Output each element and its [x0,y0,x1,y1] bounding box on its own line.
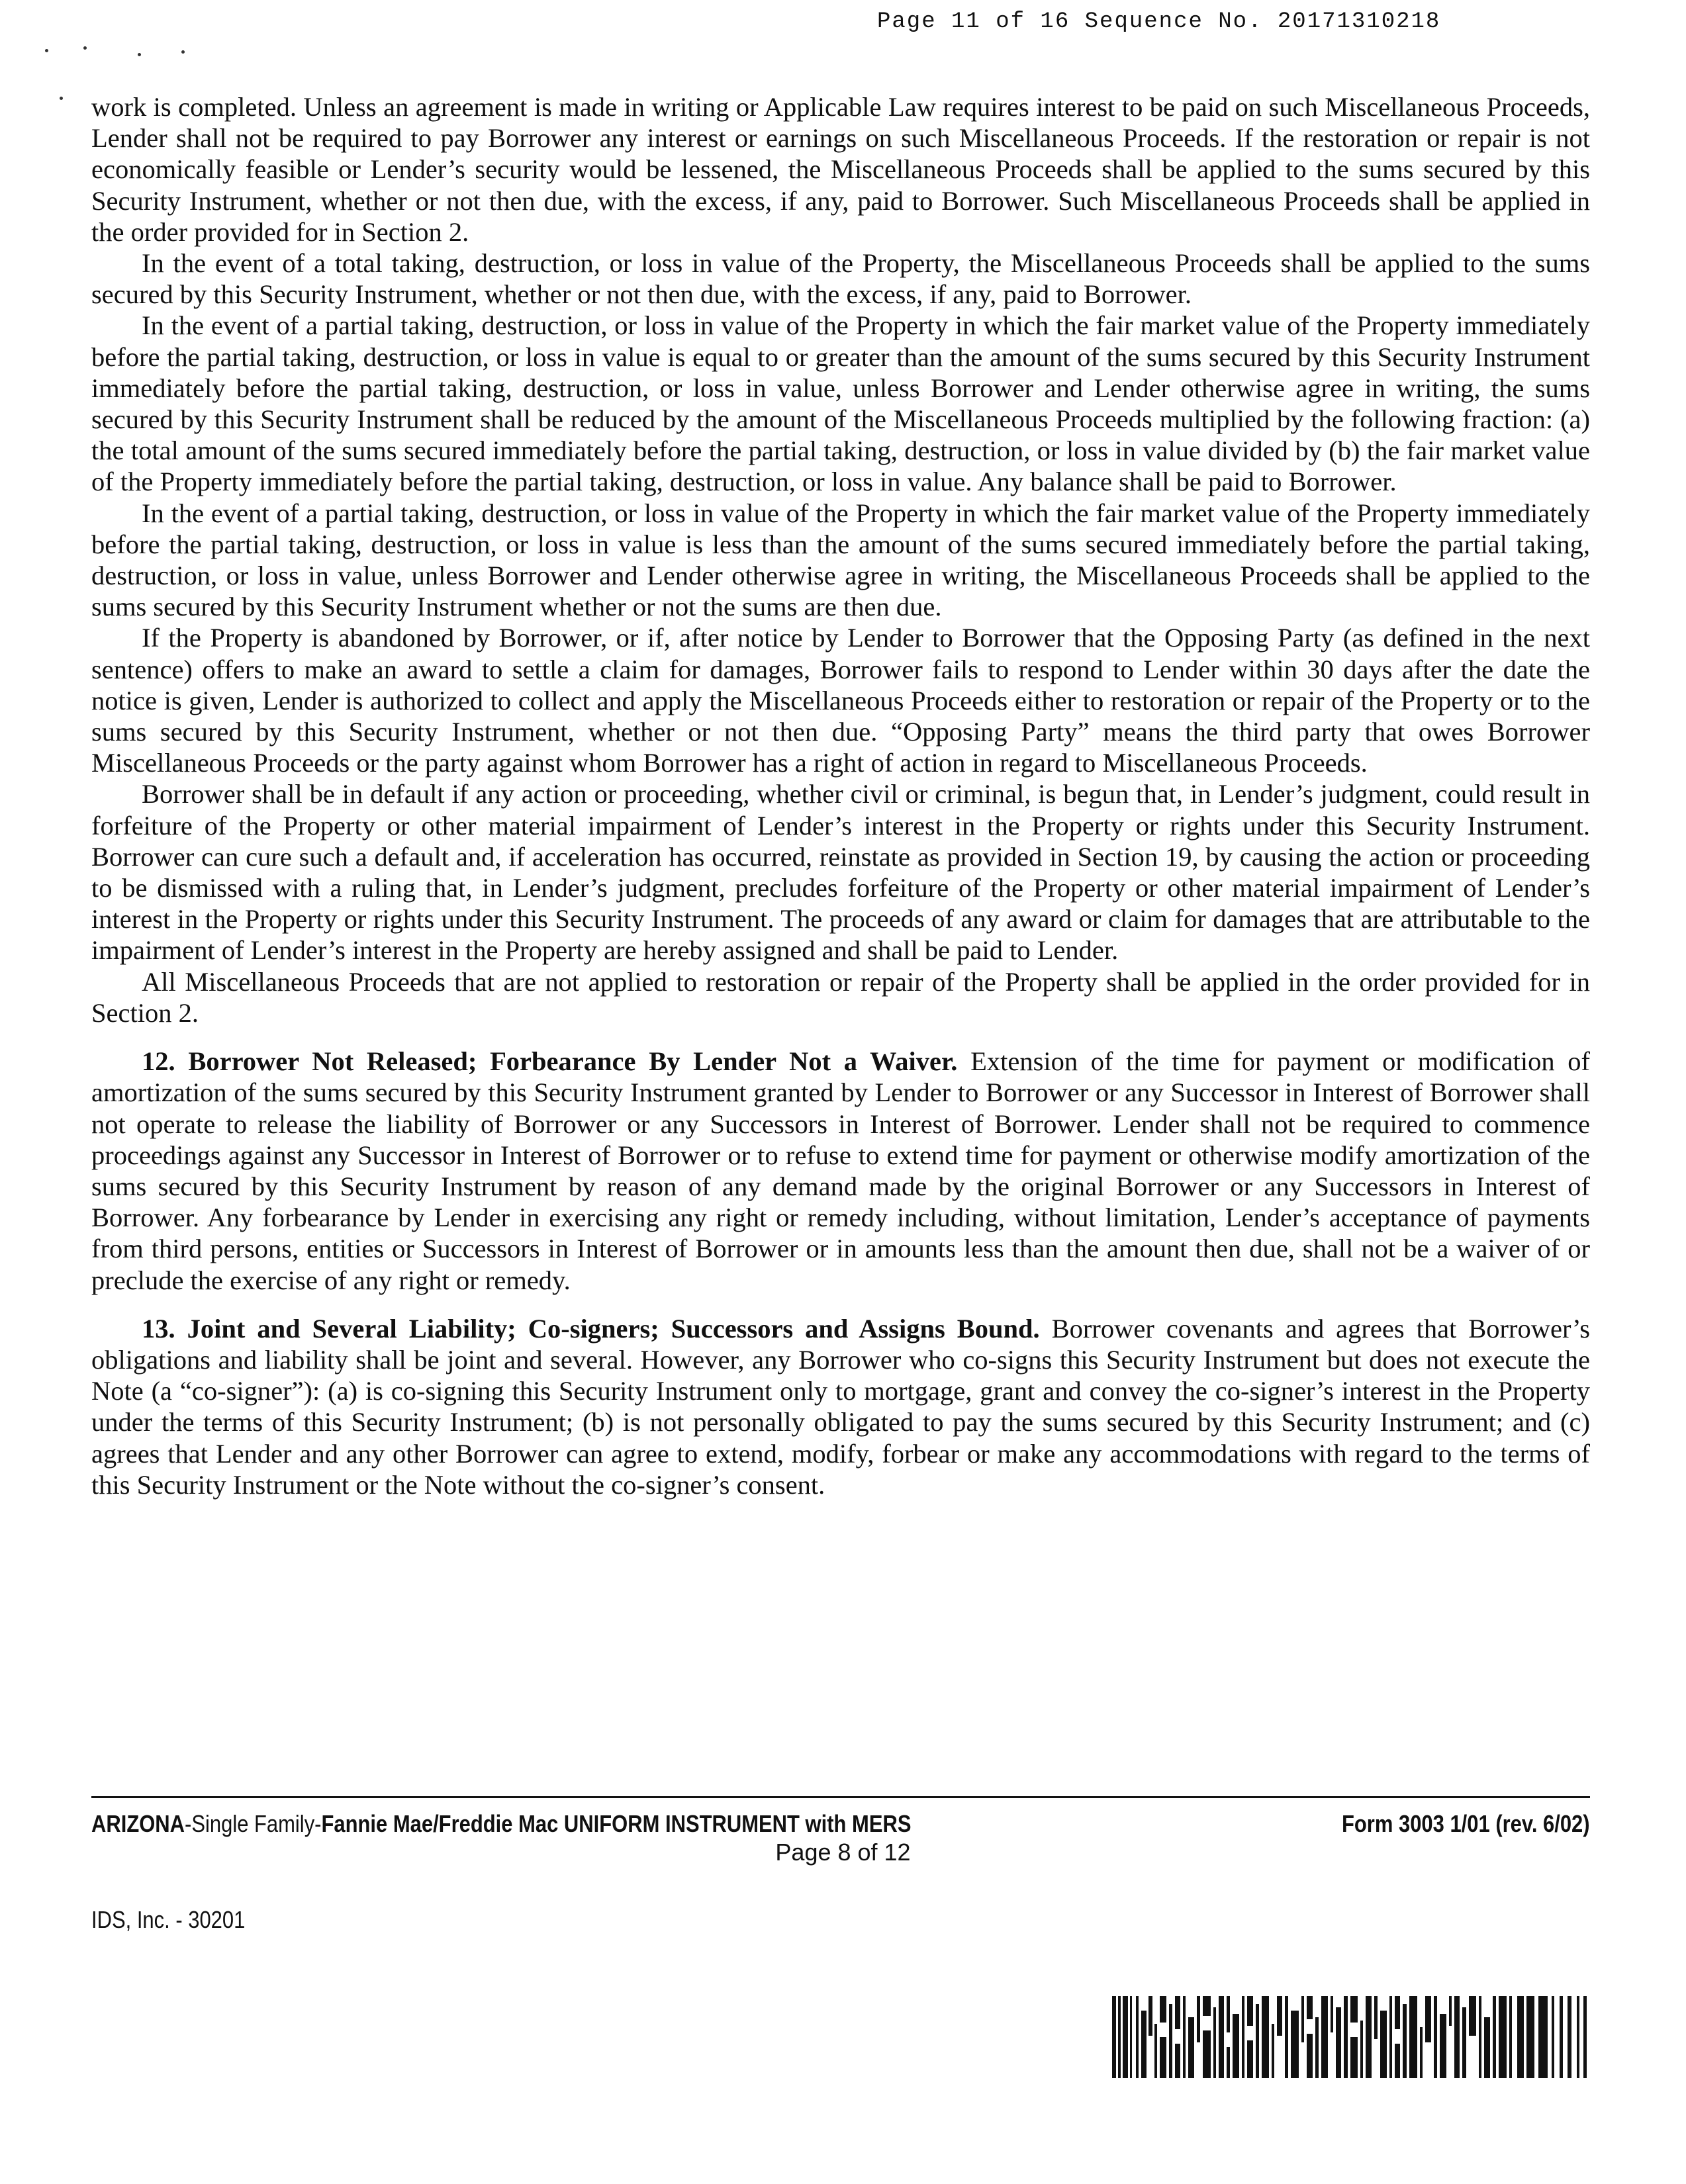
paragraph-total-taking: In the event of a total taking, destruction, or loss in value of the Property, the Miscellaneous Proceeds shall be applied to the sums secured by this Security Instrument, whether or not then due, with the excess, if any, paid to Borrower. [91,248,1590,310]
section-12-heading: 12. Borrower Not Released; Forbearance By Lender Not a Waiver. [142,1046,958,1077]
footer-page-number: Page 8 of 12 [775,1839,911,1866]
footer-form-number: Form 3003 1/01 (rev. 6/02) [1342,1810,1590,1837]
paragraph-default-action: Borrower shall be in default if any action or proceeding, whether civil or criminal, is begun that, in Lender’s judgment, could result in forfeiture of the Property or other material impairment of Lender’s interest in the Property or rights under this Security Instrument. Borrower can cure such a default and, if acceleration has occurred, reinstate as provided in Section 19, by causing the action or proceeding to be dismissed with a ruling that, in Lender’s judgment, precludes forfeiture of the Property or other material impairment of Lender’s interest in the Property or rights under this Security Instrument. The proceeds of any award or claim for damages that are attributable to the impairment of Lender’s interest in the Property are hereby assigned and shall be paid to Lender. [91,779,1590,966]
paragraph-work-completed: work is completed. Unless an agreement is made in writing or Applicable Law requires interest to be paid on such Miscellaneous Proceeds, Lender shall not be required to pay Borrower any interest or earnings on such Miscellaneous Proceeds. If the restoration or repair is not economically feasible or Lender’s security would be lessened, the Miscellaneous Proceeds shall be applied to the sums secured by this Security Instrument, whether or not then due, with the excess, if any, paid to Borrower. Such Miscellaneous Proceeds shall be applied in the order provided for in Section 2. [91,92,1590,247]
footer-vendor: IDS, Inc. - 30201 [91,1906,246,1933]
section-13-heading: 13. Joint and Several Liability; Co-signers; Successors and Assigns Bound. [142,1313,1040,1343]
page-sequence-header: Page 11 of 16 Sequence No. 20171310218 [877,9,1441,34]
paragraph-abandoned-property: If the Property is abandoned by Borrower, or if, after notice by Lender to Borrower that the Opposing Party (as defined in the next sentence) offers to make an award to settle a claim for damages, Borrower fails to respond to Lender within 30 days after the date the notice is given, Lender is authorized to collect and apply the Miscellaneous Proceeds either to restoration or repair of the Property or to the sums secured by this Security Instrument, whether or not then due. “Opposing Party” means the third party that owes Borrower Miscellaneous Proceeds or the party against whom Borrower has a right of action in regard to Miscellaneous Proceeds. [91,623,1590,778]
section-12-text: Extension of the time for payment or modification of amortization of the sums secured by this Security Instrument granted by Lender to Borrower or any Successor in Interest of Borrower shall not operate to release the liability of Borrower or any Successors in Interest of Borrower. Lender shall not be required to commence proceedings against any Successor in Interest of Borrower or to refuse to extend time for payment or otherwise modify amortization of the sums secured by this Security Instrument by reason of any demand made by the original Borrower or any Successors in Interest of Borrower. Any forbearance by Lender in exercising any right or remedy including, without limitation, Lender’s acceptance of payments from third persons, entities or Successors in Interest of Borrower or in amounts less than the amount then due, shall not be a waiver of or preclude the exercise of any right or remedy. [91,1046,1591,1295]
footer-rule [91,1796,1590,1798]
footer-instrument-title: ARIZONA-Single Family-Fannie Mae/Freddie Mac UNIFORM INSTRUMENT with MERS [91,1810,912,1837]
paragraph-partial-taking-less: In the event of a partial taking, destruction, or loss in value of the Property in which the fair market value of the Property immediately before the partial taking, destruction, or loss in value is less than the amount of the sums secured immediately before the partial taking, destruction, or loss in value, unless Borrower and Lender otherwise agree in writing, the Miscellaneous Proceeds shall be applied to the sums secured by this Security Instrument whether or not the sums are then due. [91,498,1590,622]
paragraph-partial-taking-greater: In the event of a partial taking, destruction, or loss in value of the Property in which the fair market value of the Property immediately before the partial taking, destruction, or loss in value is equal to or greater than the amount of the sums secured by this Security Instrument immediately before the partial taking, destruction, or loss in value, unless Borrower and Lender otherwise agree in writing, the sums secured by this Security Instrument shall be reduced by the amount of the Miscellaneous Proceeds multiplied by the following fraction: (a) the total amount of the sums secured immediately before the partial taking, destruction, or loss in value divided by (b) the fair market value of the Property immediately before the partial taking, destruction, or loss in value. Any balance shall be paid to Borrower. [91,310,1590,497]
barcode-image [1112,1991,1589,2083]
section-13 [91,1313,1590,1500]
document-body [91,91,1590,1500]
section-13-text: Borrower covenants and agrees that Borrower’s obligations and liability shall be joint and several. However, any Borrower who co-signs this Security Instrument but does not execute the Note (a “co-signer”): (a) is co-signing this Security Instrument only to mortgage, grant and convey the co-signer’s interest in the Property under the terms of this Security Instrument; (b) is not personally obligated to pay the sums secured by this Security Instrument; and (c) agrees that Lender and any other Borrower can agree to extend, modify, forbear or make any accommodations with regard to the terms of this Security Instrument or the Note without the co-signer’s consent. [91,1313,1590,1500]
paragraph-miscellaneous-proceeds: All Miscellaneous Proceeds that are not applied to restoration or repair of the Property shall be applied in the order provided for in Section 2. [91,966,1590,1028]
section-12 [91,1046,1590,1296]
